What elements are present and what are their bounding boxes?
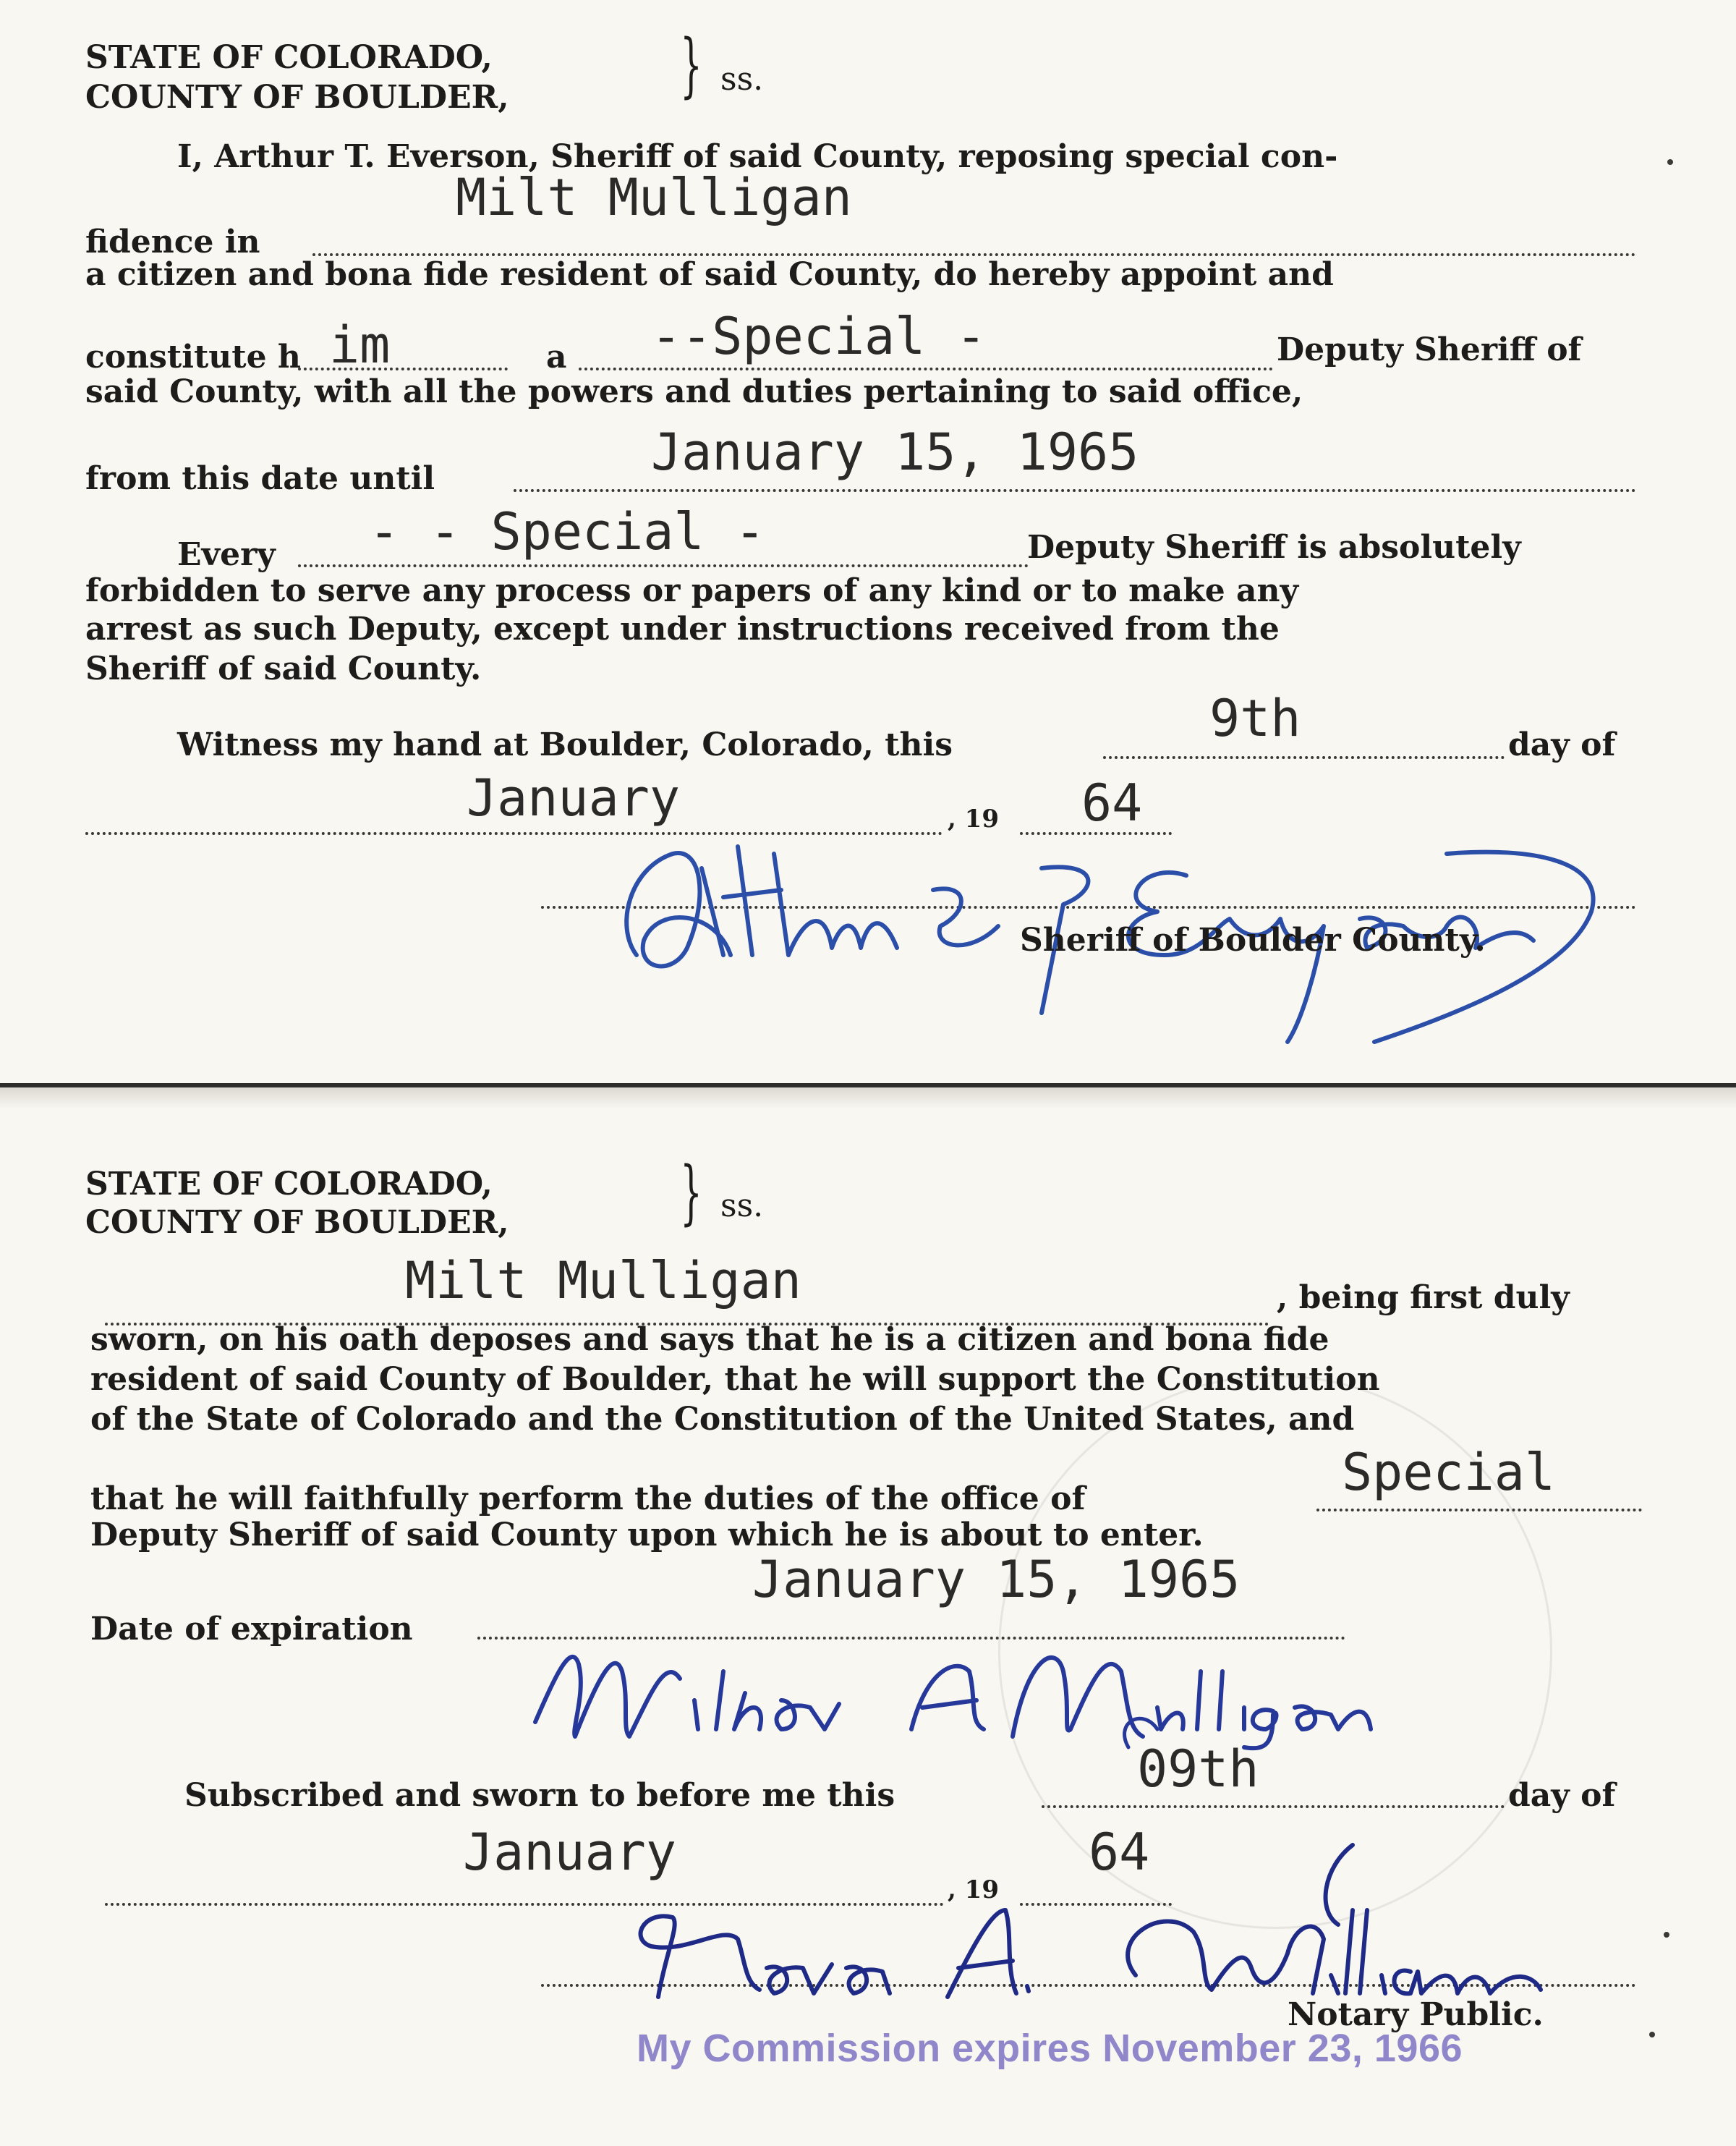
constitute-label: constitute h xyxy=(85,339,301,376)
fill-line-day xyxy=(1103,756,1505,759)
appointment-line-9: arrest as such Deputy, except under instructions received from the xyxy=(85,611,1280,648)
oath-line-6: Deputy Sheriff of said County upon which he is about to enter. xyxy=(90,1517,1204,1553)
state-heading-top: STATE OF COLORADO, xyxy=(85,39,493,76)
pronoun-value: im xyxy=(329,315,391,375)
expiration-date-value: January 15, 1965 xyxy=(752,1550,1241,1609)
sheriff-signature xyxy=(593,781,1620,1056)
county-heading-bottom: COUNTY OF BOULDER, xyxy=(85,1204,509,1241)
appointment-line-3: a citizen and bona fide resident of said County, do hereby appoint and xyxy=(85,256,1334,293)
office-value: Special xyxy=(1342,1443,1556,1502)
a-label: a xyxy=(546,339,567,376)
ss-top: ss. xyxy=(720,61,764,98)
fold-shadow xyxy=(0,1087,1736,1109)
appointment-line-10: Sheriff of said County. xyxy=(85,650,482,687)
notary-title: Notary Public. xyxy=(1288,1996,1544,2033)
being-sworn-label: , being first duly xyxy=(1277,1279,1570,1316)
year-prefix-bottom: , 19 xyxy=(948,1875,999,1904)
ss-bottom: ss. xyxy=(720,1187,764,1224)
affiant-name: Milt Mulligan xyxy=(405,1251,801,1310)
brace-top: } xyxy=(680,25,702,106)
affiant-signature xyxy=(506,1628,1591,1751)
witness-day-value: 9th xyxy=(1209,689,1301,748)
sheriff-title: Sheriff of Boulder County. xyxy=(1020,922,1486,959)
day-of-label-top: day of xyxy=(1508,726,1616,763)
fill-line-until-date xyxy=(514,489,1636,492)
witness-month-value: January xyxy=(467,768,681,828)
from-date-until-label: from this date until xyxy=(85,460,435,497)
notary-month-value: January xyxy=(463,1823,677,1882)
commission-stamp: My Commission expires November 23, 1966 xyxy=(637,2027,1463,2070)
fill-line-notary-day xyxy=(1042,1805,1505,1808)
oath-line-4: of the State of Colorado and the Constitution of the United States, and xyxy=(90,1401,1355,1438)
until-date-value: January 15, 1965 xyxy=(651,423,1139,482)
absolutely-label: Deputy Sheriff is absolutely xyxy=(1027,529,1521,566)
every-type-value: - - Special - xyxy=(369,502,765,561)
fidence-in-label: fidence in xyxy=(85,224,260,260)
every-label: Every xyxy=(177,536,276,573)
appointment-line-5: said County, with all the powers and duties pertaining to said office, xyxy=(85,373,1303,410)
notary-signature xyxy=(600,1823,1628,2011)
day-of-label-bottom: day of xyxy=(1508,1777,1616,1814)
oath-line-3: resident of said County of Boulder, that he will support the Constitution xyxy=(90,1361,1380,1398)
deputy-type-value: --Special - xyxy=(651,307,987,366)
witness-label: Witness my hand at Boulder, Colorado, this xyxy=(177,726,953,763)
notary-year-value: 64 xyxy=(1089,1823,1150,1882)
oath-line-2: sworn, on his oath deposes and says that he is a citizen and bona fide xyxy=(90,1321,1329,1358)
subscribed-label: Subscribed and sworn to before me this xyxy=(184,1777,895,1814)
oath-line-5: that he will faithfully perform the duties of the office of xyxy=(90,1480,1086,1517)
fill-line-office xyxy=(1316,1509,1642,1511)
brace-bottom: } xyxy=(680,1152,702,1233)
county-heading-top: COUNTY OF BOULDER, xyxy=(85,79,509,116)
appointee-name: Milt Mulligan xyxy=(456,168,852,227)
speck xyxy=(1664,1932,1669,1938)
appointment-line-8: forbidden to serve any process or papers of any kind or to make any xyxy=(85,572,1299,609)
state-heading-bottom: STATE OF COLORADO, xyxy=(85,1166,493,1203)
speck xyxy=(1667,159,1673,165)
notary-day-value: 09th xyxy=(1137,1739,1259,1799)
appointment-line-1: I, Arthur T. Everson, Sheriff of said County, reposing special con- xyxy=(177,138,1338,175)
fill-line-every-type xyxy=(298,564,1029,567)
witness-year-value: 64 xyxy=(1081,773,1143,833)
fill-line-deputy-type xyxy=(579,368,1273,370)
deputy-sheriff-of-label: Deputy Sheriff of xyxy=(1277,331,1582,368)
year-prefix-top: , 19 xyxy=(948,805,999,834)
speck xyxy=(1649,2032,1655,2037)
expiration-label: Date of expiration xyxy=(90,1611,413,1647)
